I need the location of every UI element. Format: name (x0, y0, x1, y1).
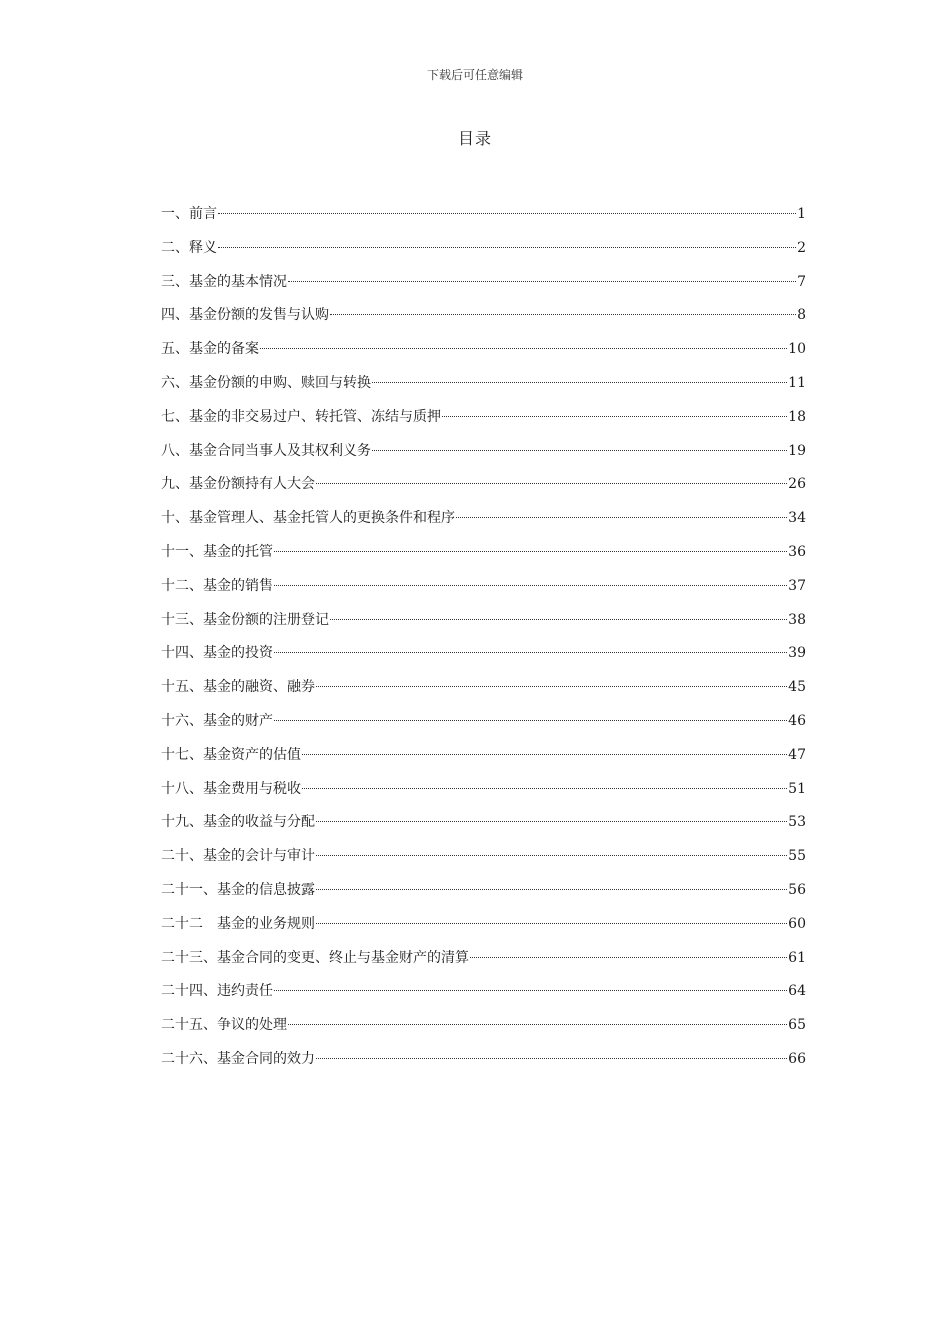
toc-entry-page-number: 45 (788, 679, 806, 696)
toc-dot-leader (274, 585, 787, 586)
page-title: 目录 (457, 129, 492, 148)
toc-entry-page-number: 65 (788, 1017, 806, 1034)
toc-dot-leader (372, 382, 787, 383)
table-of-contents (161, 200, 806, 1079)
toc-dot-leader (456, 517, 787, 518)
toc-entry-label: 五、基金的备案 (161, 341, 259, 358)
toc-dot-leader (470, 957, 787, 958)
toc-entry-page-number: 46 (788, 712, 806, 729)
toc-dot-leader (218, 213, 796, 214)
toc-entry-label: 八、基金合同当事人及其权利义务 (161, 442, 371, 459)
toc-entry[interactable] (161, 234, 806, 268)
toc-entry-label: 六、基金份额的申购、赎回与转换 (161, 374, 371, 391)
toc-entry-label: 二十六、基金合同的效力 (161, 1050, 315, 1067)
toc-entry-label: 二、释义 (161, 239, 217, 256)
toc-entry-label: 十四、基金的投资 (161, 645, 273, 662)
toc-entry-label: 十二、基金的销售 (161, 577, 273, 594)
toc-entry[interactable] (161, 470, 806, 504)
toc-entry[interactable] (161, 403, 806, 437)
toc-entry-label: 十八、基金费用与税收 (161, 780, 301, 797)
toc-entry-label: 二十五、争议的处理 (161, 1017, 287, 1034)
toc-dot-leader (316, 821, 787, 822)
toc-entry-label: 七、基金的非交易过户、转托管、冻结与质押 (161, 408, 441, 425)
toc-dot-leader (274, 652, 787, 653)
toc-entry-page-number: 37 (788, 577, 806, 594)
toc-entry[interactable] (161, 775, 806, 809)
toc-dot-leader (288, 281, 796, 282)
toc-entry[interactable] (161, 335, 806, 369)
toc-entry-label: 四、基金份额的发售与认购 (161, 307, 329, 324)
toc-dot-leader (274, 990, 787, 991)
toc-dot-leader (316, 923, 787, 924)
toc-entry-page-number: 1 (797, 206, 806, 222)
toc-entry-page-number: 10 (788, 341, 806, 358)
toc-entry[interactable] (161, 741, 806, 775)
toc-dot-leader (288, 1024, 787, 1025)
toc-entry[interactable] (161, 1045, 806, 1079)
toc-entry[interactable] (161, 977, 806, 1011)
toc-entry-page-number: 60 (788, 915, 806, 932)
toc-dot-leader (316, 686, 787, 687)
toc-entry[interactable] (161, 639, 806, 673)
toc-entry[interactable] (161, 910, 806, 944)
toc-dot-leader (316, 889, 787, 890)
toc-entry-page-number: 39 (788, 645, 806, 662)
toc-entry-label: 十五、基金的融资、融券 (161, 679, 315, 696)
toc-entry-page-number: 8 (797, 307, 806, 324)
toc-entry-page-number: 55 (788, 848, 806, 865)
toc-dot-leader (302, 754, 787, 755)
toc-entry[interactable] (161, 268, 806, 302)
toc-entry[interactable] (161, 369, 806, 403)
toc-entry-page-number: 7 (797, 273, 806, 290)
toc-entry[interactable] (161, 876, 806, 910)
toc-entry[interactable] (161, 944, 806, 978)
toc-entry-label: 十三、基金份额的注册登记 (161, 611, 329, 628)
toc-entry-page-number: 34 (788, 510, 806, 527)
toc-entry-page-number: 61 (788, 949, 806, 966)
toc-entry[interactable] (161, 1011, 806, 1045)
toc-entry-label: 十九、基金的收益与分配 (161, 814, 315, 831)
toc-entry-page-number: 36 (788, 543, 806, 560)
toc-dot-leader (274, 720, 787, 721)
toc-entry[interactable] (161, 538, 806, 572)
toc-entry[interactable] (161, 504, 806, 538)
toc-dot-leader (274, 551, 787, 552)
toc-entry[interactable] (161, 301, 806, 335)
toc-entry[interactable] (161, 200, 806, 234)
toc-dot-leader (330, 619, 787, 620)
toc-entry-page-number: 18 (788, 408, 806, 425)
toc-dot-leader (372, 450, 787, 451)
toc-entry[interactable] (161, 437, 806, 471)
toc-entry-page-number: 56 (788, 881, 806, 898)
toc-entry-label: 一、前言 (161, 206, 217, 222)
toc-dot-leader (316, 1058, 787, 1059)
toc-entry[interactable] (161, 842, 806, 876)
toc-entry-label: 九、基金份额持有人大会 (161, 476, 315, 493)
toc-entry-page-number: 64 (788, 983, 806, 1000)
toc-dot-leader (302, 788, 787, 789)
toc-entry-page-number: 53 (788, 814, 806, 831)
toc-entry-page-number: 51 (788, 780, 806, 797)
toc-entry-label: 二十一、基金的信息披露 (161, 881, 315, 898)
toc-dot-leader (316, 483, 787, 484)
toc-entry[interactable] (161, 673, 806, 707)
toc-dot-leader (218, 247, 796, 248)
toc-entry-label: 十、基金管理人、基金托管人的更换条件和程序 (161, 510, 455, 527)
toc-entry-label: 二十四、违约责任 (161, 983, 273, 1000)
toc-entry-label: 十七、基金资产的估值 (161, 746, 301, 763)
toc-dot-leader (330, 314, 796, 315)
toc-entry[interactable] (161, 572, 806, 606)
toc-entry-label: 三、基金的基本情况 (161, 273, 287, 290)
toc-entry[interactable] (161, 606, 806, 640)
header-note: 下载后可任意编辑 (426, 68, 523, 82)
toc-entry-page-number: 26 (788, 476, 806, 493)
toc-dot-leader (260, 348, 787, 349)
toc-entry-page-number: 11 (788, 374, 806, 391)
toc-entry-page-number: 19 (788, 442, 806, 459)
toc-entry-label: 十一、基金的托管 (161, 543, 273, 560)
toc-entry-page-number: 47 (788, 746, 806, 763)
toc-entry-label: 二十三、基金合同的变更、终止与基金财产的清算 (161, 949, 469, 966)
toc-dot-leader (442, 416, 787, 417)
toc-entry-label: 二十、基金的会计与审计 (161, 848, 315, 865)
toc-entry-page-number: 66 (788, 1050, 806, 1067)
toc-entry-page-number: 2 (797, 239, 806, 256)
toc-entry[interactable] (161, 707, 806, 741)
toc-entry-label: 二十二 基金的业务规则 (161, 915, 315, 932)
toc-entry-page-number: 38 (788, 611, 806, 628)
toc-entry-label: 十六、基金的财产 (161, 712, 273, 729)
toc-entry[interactable] (161, 808, 806, 842)
toc-dot-leader (316, 855, 787, 856)
